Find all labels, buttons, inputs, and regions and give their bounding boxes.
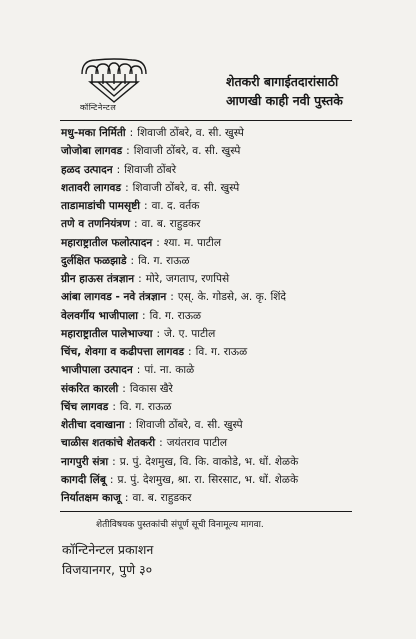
book-title: महाराष्ट्रातील पालेभाज्या: [61, 327, 153, 340]
title-author-separator: :: [156, 327, 161, 340]
title-author-separator: :: [122, 382, 126, 395]
book-title: तणे व तणनियंत्रण: [61, 218, 130, 231]
title-author-separator: :: [126, 145, 130, 158]
logo-caption: कॉन्टिनेन्टल: [80, 103, 117, 112]
title-author-separator: :: [125, 181, 129, 194]
book-author: श्या. म. पाटील: [163, 236, 222, 249]
title-author-separator: :: [188, 346, 192, 358]
title-author-separator: :: [159, 437, 163, 450]
book-title: शतावरी लागवड: [61, 181, 122, 194]
book-title: शेतीचा दवाखाना: [61, 419, 125, 431]
book-author: शिवाजी ठोंबरे, व. सी. खुस्पे: [136, 419, 243, 431]
book-author: शिवाजी ठोंबरे, व. सी. खुस्पे: [132, 181, 240, 194]
book-row: [61, 416, 361, 434]
book-author: शिवाजी ठोंबरे: [124, 163, 177, 176]
book-row: [61, 434, 361, 452]
book-row: [61, 361, 361, 379]
book-row: [61, 398, 361, 416]
book-author: वि. ग. राऊळ: [149, 309, 202, 322]
book-title: नागपुरी संत्रा: [61, 455, 109, 468]
book-title: चाळीस शतकांचे शेतकरी: [61, 437, 156, 450]
title-author-separator: :: [142, 309, 146, 322]
book-row: [61, 380, 361, 398]
book-row: [61, 197, 361, 215]
book-title: वेलवर्गीय भाजीपाला: [61, 309, 138, 322]
book-row: [61, 325, 361, 343]
book-row: [61, 453, 361, 471]
book-row: [61, 307, 361, 325]
book-title: मधु-मका निर्मिती: [61, 127, 126, 139]
book-author: मोरे, जगताप, रणपिसे: [145, 273, 230, 285]
book-title: जोजोबा लागवड: [61, 145, 123, 158]
book-row: [61, 343, 361, 361]
book-row: [61, 288, 361, 306]
book-row: [61, 215, 361, 233]
book-author: वि. ग. राऊळ: [119, 400, 172, 413]
book-author: प्र. पुं. देशमुख, वि. कि. वाकोडे, भ. धों. शेळके: [119, 455, 299, 468]
heading-line-1: शेतकरी बागाईतदारांसाठी: [226, 74, 339, 89]
title-author-separator: :: [112, 455, 116, 468]
book-title: दुर्लक्षित फळझाडे: [61, 254, 127, 267]
book-author: वि. ग. राऊळ: [195, 346, 248, 358]
bottom-divider: [60, 511, 352, 512]
title-author-separator: :: [116, 163, 121, 176]
title-author-separator: :: [133, 218, 138, 231]
title-author-separator: :: [124, 492, 129, 504]
book-row: [61, 142, 361, 160]
title-author-separator: :: [170, 291, 174, 304]
title-author-separator: :: [138, 273, 142, 285]
book-title: हळद उत्पादन: [61, 163, 113, 176]
book-title: निर्यातक्षम काजू: [61, 492, 121, 504]
book-author: विकास खैरे: [129, 382, 173, 395]
book-row: [61, 489, 361, 507]
book-author: जयंतराव पाटील: [166, 437, 228, 450]
book-title: महाराष्ट्रातील फलोत्पादन: [61, 236, 153, 249]
book-author: एस्. के. गोडसे, अ. कृ. शिंदे: [177, 291, 287, 304]
publisher-address: विजयानगर, पुणे ३०: [62, 562, 153, 577]
title-author-separator: :: [109, 473, 114, 486]
title-author-separator: :: [136, 364, 141, 377]
title-author-separator: :: [112, 400, 116, 413]
book-title: आंबा लागवड - नवे तंत्रज्ञान: [61, 291, 167, 304]
publisher-name: कॉन्टिनेन्टल प्रकाशन: [62, 542, 154, 557]
book-author: वि. ग. राऊळ: [138, 254, 190, 267]
top-divider: [60, 120, 352, 121]
book-title: कागदी लिंबू: [61, 473, 106, 486]
book-row: [61, 471, 361, 489]
book-row: [61, 124, 361, 142]
title-author-separator: :: [129, 127, 134, 139]
book-author: प्र. पुं. देशमुख, श्रा. रा. सिरसाट, भ. धों. शेळके: [117, 473, 299, 486]
book-title: संकरित कारली: [61, 382, 119, 395]
book-author: शिवाजी ठोंबरे, व. सी. खुस्पे: [137, 127, 244, 139]
book-title: चिंच, शेवगा व कढीपत्ता लागवड: [61, 346, 185, 358]
book-author: शिवाजी ठोंबरे, व. सी. खुस्पे: [133, 145, 241, 158]
book-author: वा. द. वर्तक: [151, 200, 200, 212]
book-row: [61, 234, 361, 252]
title-author-separator: :: [156, 236, 160, 249]
book-author: वा. ब. राहुडकर: [141, 218, 201, 231]
book-title: ताडामाडांची पामसृष्टी: [61, 200, 141, 212]
book-title: चिंच लागवड: [61, 400, 109, 413]
book-list: [61, 124, 361, 507]
book-title: ग्रीन हाऊस तंत्रज्ञान: [61, 273, 135, 285]
page-heading: [226, 72, 343, 110]
book-row: [61, 270, 361, 288]
title-author-separator: :: [128, 419, 133, 431]
book-row: [61, 179, 361, 197]
book-author: जे. ए. पाटील: [164, 327, 216, 340]
publisher-block: [62, 540, 153, 580]
book-title: भाजीपाला उत्पादन: [61, 364, 133, 377]
book-row: [61, 252, 361, 270]
title-author-separator: :: [144, 200, 148, 212]
book-author: वा. ब. राहुडकर: [132, 492, 192, 504]
catalog-note: शेतीविषयक पुस्तकांची संपूर्ण सूची विनामूल्य मागवा.: [96, 520, 264, 530]
title-author-separator: :: [130, 254, 135, 267]
heading-line-2: आणखी काही नवी पुस्तके: [226, 93, 343, 108]
book-author: पां. ना. काळे: [144, 364, 195, 377]
book-row: [61, 161, 361, 179]
